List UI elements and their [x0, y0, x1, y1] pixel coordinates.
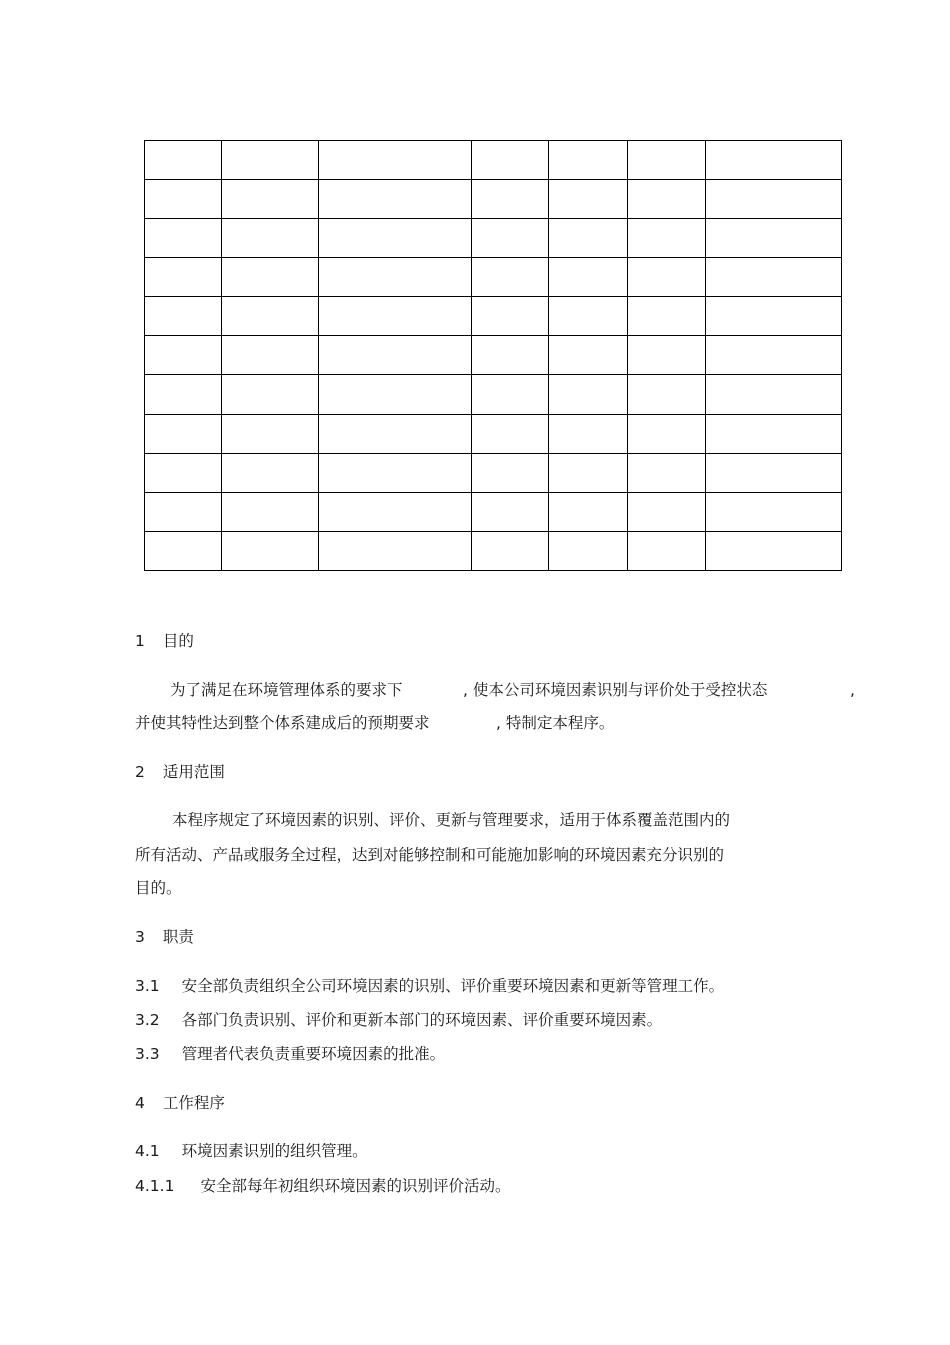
section-heading-3	[135, 927, 194, 947]
paragraph-2-line-2: 所有活动、产品或服务全过程，达到对能够控制和可能施加影响的环境因素充分识别的	[135, 846, 725, 864]
paragraph-1-line-1a: 为了满足在环境管理体系的要求下	[170, 681, 403, 699]
section-number: 2	[135, 763, 145, 781]
section-title: 目的	[162, 632, 194, 650]
item-4-1	[135, 1141, 368, 1161]
section-number: 4	[135, 1094, 145, 1112]
section-heading-1	[135, 631, 194, 651]
section-number: 1	[135, 632, 145, 650]
section-title: 适用范围	[162, 763, 225, 781]
paragraph-2-line-1: 本程序规定了环境因素的识别、评价、更新与管理要求，适用于体系覆盖范围内的	[172, 811, 731, 829]
item-text: 管理者代表负责重要环境因素的批准。	[181, 1045, 446, 1063]
item-number: 3.3	[135, 1045, 160, 1063]
section-number: 3	[135, 928, 145, 946]
item-text: 安全部负责组织全公司环境因素的识别、评价重要环境因素和更新等管理工作。	[181, 977, 725, 995]
paragraph-2-line-3: 目的。	[135, 879, 182, 897]
paragraph-1-line-2a: 并使其特性达到整个体系建成后的预期要求	[135, 714, 430, 732]
item-number: 4.1	[135, 1142, 160, 1160]
item-number: 3.1	[135, 977, 160, 995]
item-number: 3.2	[135, 1011, 160, 1029]
item-3-2	[135, 1010, 662, 1030]
item-3-3	[135, 1044, 445, 1064]
item-text: 各部门负责识别、评价和更新本部门的环境因素、评价重要环境因素。	[181, 1011, 663, 1029]
section-heading-4	[135, 1093, 225, 1113]
item-3-1	[135, 976, 724, 996]
item-text: 安全部每年初组织环境因素的识别评价活动。	[200, 1177, 511, 1195]
paragraph-1-line-2b: , 特制定本程序。	[496, 714, 615, 732]
item-number: 4.1.1	[135, 1177, 175, 1195]
item-4-1-1	[135, 1176, 510, 1196]
item-text: 环境因素识别的组织管理。	[181, 1142, 368, 1160]
section-title: 职责	[162, 928, 194, 946]
section-title: 工作程序	[162, 1094, 225, 1112]
paragraph-1-line-1c: ,	[850, 681, 855, 699]
section-heading-2	[135, 762, 225, 782]
paragraph-1-line-1b: , 使本公司环境因素识别与评价处于受控状态	[463, 681, 768, 699]
